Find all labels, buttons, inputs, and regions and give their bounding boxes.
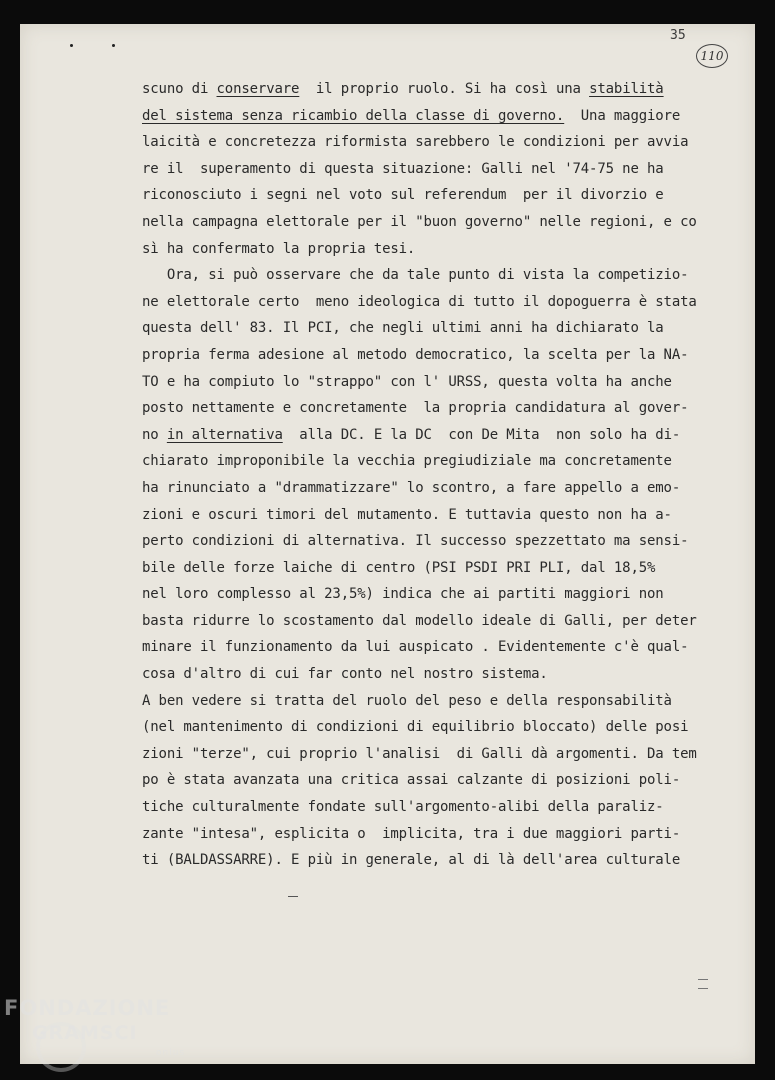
text-line: scuno di conservare il proprio ruolo. Si ha così una stabilità xyxy=(142,81,664,97)
watermark-line1: FONDAZIONE xyxy=(4,996,171,1020)
text-line: chiarato improponibile la vecchia pregiudiziale ma concretamente xyxy=(142,453,672,470)
page-number: 35 xyxy=(670,28,686,43)
text-line: cosa d'altro di cui far conto nel nostro sistema. xyxy=(142,666,548,683)
text-line: no in alternativa alla DC. E la DC con De Mita non solo ha di- xyxy=(142,426,681,443)
text-line: re il superamento di questa situazione: Galli nel '74-75 ne ha xyxy=(142,160,664,177)
text-line: minare il funzionamento da lui auspicato . Evidentemente c'è qual- xyxy=(142,639,689,656)
punch-mark xyxy=(70,44,73,47)
text-line: zante "intesa", esplicita o implicita, tra i due maggiori parti- xyxy=(142,825,681,842)
watermark-line3: onlus xyxy=(156,1048,186,1058)
text-line: posto nettamente e concretamente la propria candidatura al gover- xyxy=(142,400,689,417)
text-line: questa dell' 83. Il PCI, che negli ultimi anni ha dichiarato la xyxy=(142,320,664,337)
text-line: tiche culturalmente fondate sull'argomento-alibi della paraliz- xyxy=(142,799,664,816)
text-line: riconosciuto i segni nel voto sul referendum per il divorzio e xyxy=(142,187,664,204)
text-line: del sistema senza ricambio della classe di governo. Una maggiore xyxy=(142,107,681,124)
text-line: laicità e concretezza riformista sarebbero le condizioni per avvia xyxy=(142,134,689,151)
text-line: Ora, si può osservare che da tale punto di vista la competizio- xyxy=(142,267,689,284)
watermark-g-circle xyxy=(36,1022,86,1072)
text-line: po è stata avanzata una critica assai calzante di posizioni poli- xyxy=(142,772,681,789)
text-line: bile delle forze laiche di centro (PSI PSDI PRI PLI, dal 18,5% xyxy=(142,559,656,576)
text-line: (nel mantenimento di condizioni di equilibrio bloccato) delle posi xyxy=(142,719,689,736)
document-page xyxy=(20,24,755,1064)
margin-mark xyxy=(698,979,708,989)
watermark-logo xyxy=(4,996,186,1058)
text-line: ne elettorale certo meno ideologica di tutto il dopoguerra è stata xyxy=(142,293,697,310)
text-line: perto condizioni di alternativa. Il successo spezzettato ma sensi- xyxy=(142,533,689,550)
text-line: nella campagna elettorale per il "buon governo" nelle regioni, e co xyxy=(142,213,697,230)
text-line: TO e ha compiuto lo "strappo" con l' URSS, questa volta ha anche xyxy=(142,373,672,390)
archive-stamp: 110 xyxy=(696,44,728,68)
text-line: zioni "terze", cui proprio l'analisi di Galli dà argomenti. Da tem xyxy=(142,745,697,762)
typed-text xyxy=(142,76,742,874)
text-line: ti (BALDASSARRE). E più in generale, al di là dell'area culturale xyxy=(142,852,681,869)
text-line: zioni e oscuri timori del mutamento. E tuttavia questo non ha a- xyxy=(142,506,672,523)
page-dash xyxy=(288,896,298,897)
punch-mark xyxy=(112,44,115,47)
text-line: ha rinunciato a "drammatizzare" lo scontro, a fare appello a emo- xyxy=(142,479,681,496)
text-line: nel loro complesso al 23,5%) indica che ai partiti maggiori non xyxy=(142,586,664,603)
text-line: basta ridurre lo scostamento dal modello ideale di Galli, per deter xyxy=(142,612,697,629)
text-line: sì ha confermato la propria tesi. xyxy=(142,240,416,257)
text-line: A ben vedere si tratta del ruolo del peso e della responsabilità xyxy=(142,692,672,709)
watermark-line2: GRAMSCI xyxy=(32,1022,138,1044)
text-line: propria ferma adesione al metodo democratico, la scelta per la NA- xyxy=(142,346,689,363)
